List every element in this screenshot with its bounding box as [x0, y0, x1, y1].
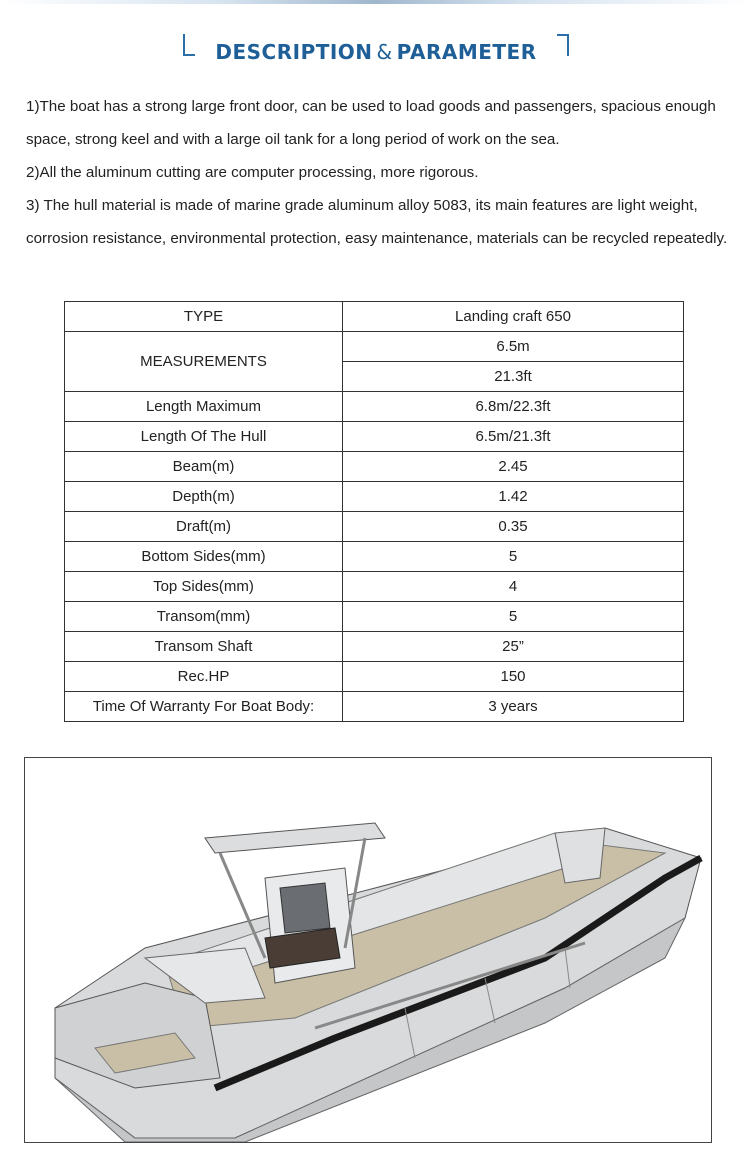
row-value: 4	[343, 572, 684, 602]
boat-render-illustration	[25, 758, 711, 1142]
row-label: Time Of Warranty For Boat Body:	[65, 692, 343, 722]
row-label: Transom Shaft	[65, 632, 343, 662]
row-label: Draft(m)	[65, 512, 343, 542]
row-label: Depth(m)	[65, 482, 343, 512]
row-value: 1.42	[343, 482, 684, 512]
table-row	[65, 542, 684, 572]
row-value: 25”	[343, 632, 684, 662]
row-value-measurements-m: 6.5m	[343, 332, 684, 362]
row-label: Length Maximum	[65, 392, 343, 422]
title-part-parameter: PARAMETER	[396, 40, 537, 64]
row-value: 5	[343, 602, 684, 632]
description-paragraph-2: 2)All the aluminum cutting are computer processing, more rigorous.	[26, 164, 479, 181]
row-label: Rec.HP	[65, 662, 343, 692]
row-label: Bottom Sides(mm)	[65, 542, 343, 572]
row-value: 2.45	[343, 452, 684, 482]
title-part-description: DESCRIPTION	[215, 40, 373, 64]
table-row	[65, 602, 684, 632]
description-text	[26, 90, 742, 255]
title-ampersand: &	[376, 40, 393, 64]
row-label: Length Of The Hull	[65, 422, 343, 452]
table-row	[65, 452, 684, 482]
table-row	[65, 692, 684, 722]
row-label: Transom(mm)	[65, 602, 343, 632]
row-value-measurements-ft: 21.3ft	[343, 362, 684, 392]
row-value: 3 years	[343, 692, 684, 722]
section-header	[183, 34, 569, 72]
table-row	[65, 302, 684, 332]
table-row	[65, 572, 684, 602]
parameter-table	[64, 301, 684, 722]
table-row	[65, 392, 684, 422]
row-label-measurements: MEASUREMENTS	[65, 332, 343, 392]
row-value: 150	[343, 662, 684, 692]
row-label: Beam(m)	[65, 452, 343, 482]
row-value-type: Landing craft 650	[343, 302, 684, 332]
row-label: Top Sides(mm)	[65, 572, 343, 602]
table-row	[65, 422, 684, 452]
description-paragraph-1: 1)The boat has a strong large front door, can be used to load goods and passengers, spacious enough space, strong keel and with a large oil tank for a long period of work on the sea.	[26, 98, 716, 148]
row-value: 6.8m/22.3ft	[343, 392, 684, 422]
row-value: 0.35	[343, 512, 684, 542]
section-title	[183, 40, 569, 64]
table-row	[65, 482, 684, 512]
table-row	[65, 512, 684, 542]
table-row	[65, 632, 684, 662]
description-paragraph-3: 3) The hull material is made of marine grade aluminum alloy 5083, its main features are light weight, corrosion resistance, environmental protection, easy maintenance, materials can be recycled repeatedly.	[26, 197, 728, 247]
row-label-type: TYPE	[65, 302, 343, 332]
row-value: 6.5m/21.3ft	[343, 422, 684, 452]
top-accent-bar	[0, 0, 750, 4]
boat-image-frame	[24, 757, 712, 1143]
row-value: 5	[343, 542, 684, 572]
table-row	[65, 332, 684, 362]
table-row	[65, 662, 684, 692]
